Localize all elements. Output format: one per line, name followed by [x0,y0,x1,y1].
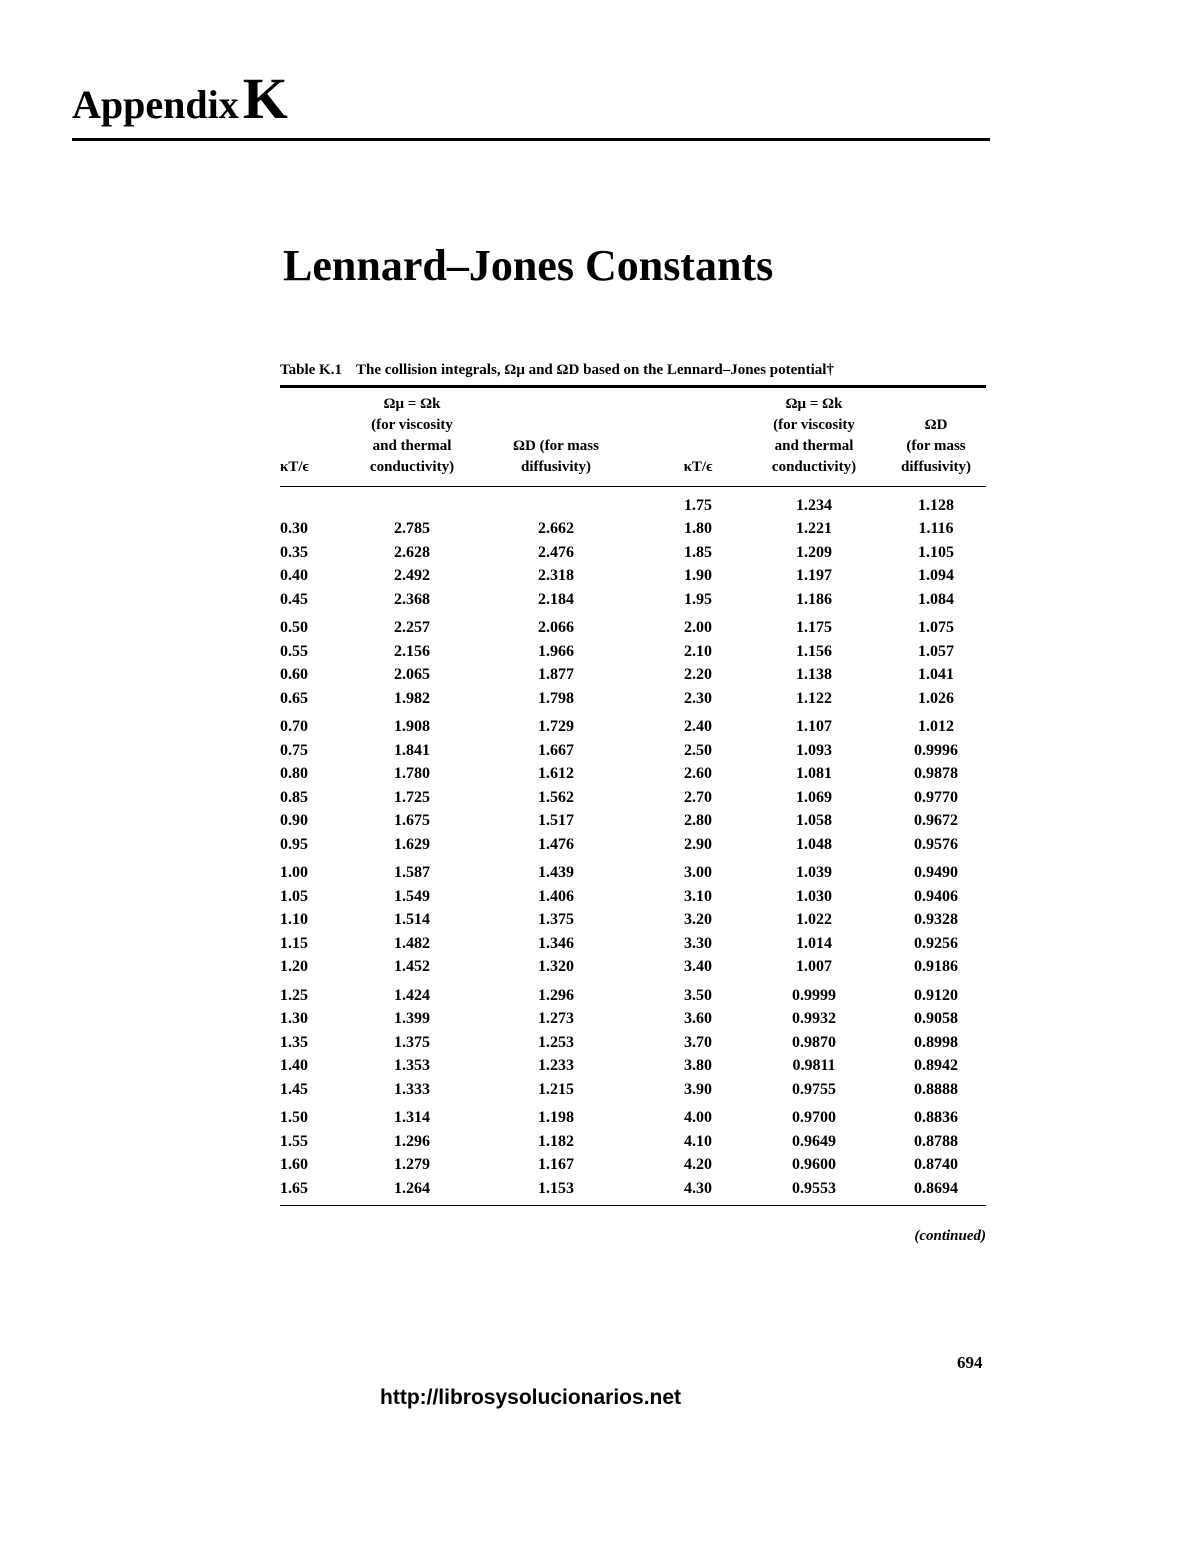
header-omega-d-2-line3: diffusivity) [900,459,971,475]
header-omega-mu-2 [742,387,886,487]
cell-kt-1: 0.95 [280,835,308,853]
cell-omega-mu-1: 1.982 [394,689,430,707]
cell-omega-d-1: 1.215 [538,1080,574,1098]
cell-omega-mu-2: 1.048 [796,835,832,853]
cell-omega-d-1: 1.517 [538,812,574,830]
cell-omega-d-1: 2.662 [538,520,574,538]
cell-omega-d-1: 2.184 [538,590,574,608]
cell-kt-1: 1.15 [280,934,308,952]
cell-omega-d-1: 1.320 [538,958,574,976]
cell-kt-1 [280,487,366,518]
cell-kt-1: 1.55 [280,1132,308,1150]
header-omega-d-1 [458,387,654,487]
header-omega-d-2-line1: ΩD [924,417,948,433]
cell-kt-1: 1.65 [280,1179,308,1197]
cell-kt-1: 1.25 [280,986,308,1004]
cell-omega-d-1: 1.729 [538,718,574,736]
cell-omega-mu-2: 0.9999 [792,986,836,1004]
cell-kt-2: 3.60 [684,1010,712,1028]
heading-rule [72,138,990,141]
cell-omega-d-1 [458,487,654,518]
cell-omega-mu-2: 1.107 [796,718,832,736]
cell-kt-1: 1.00 [280,864,308,882]
table-caption [280,362,834,379]
header-omega-d-1-line1: ΩD (for mass [513,438,599,454]
cell-omega-mu-1: 1.675 [394,812,430,830]
cell-kt-2: 3.40 [684,958,712,976]
cell-omega-mu-1: 1.353 [394,1057,430,1075]
cell-omega-mu-2: 1.138 [796,666,832,684]
cell-kt-1: 1.10 [280,911,308,929]
cell-omega-mu-2: 0.9649 [792,1132,836,1150]
cell-omega-mu-1: 1.399 [394,1010,430,1028]
cell-kt-2: 1.95 [684,590,712,608]
cell-kt-2: 3.20 [684,911,712,929]
page-number: 694 [957,1353,983,1372]
cell-omega-d-1: 1.167 [538,1156,574,1174]
cell-kt-1: 0.50 [280,619,308,637]
cell-kt-2: 4.10 [684,1132,712,1150]
table-row [280,956,986,980]
cell-kt-1: 1.45 [280,1080,308,1098]
table-body [280,487,986,1206]
cell-kt-2: 2.90 [684,835,712,853]
cell-omega-mu-1: 1.482 [394,934,430,952]
cell-kt-2: 4.20 [684,1156,712,1174]
table-row [280,909,986,933]
cell-kt-2: 3.30 [684,934,712,952]
cell-omega-mu-2: 1.058 [796,812,832,830]
cell-omega-d-1: 1.798 [538,689,574,707]
cell-omega-d-1: 1.476 [538,835,574,853]
cell-omega-d-1: 1.877 [538,666,574,684]
cell-omega-mu-1: 1.424 [394,986,430,1004]
header-omega-mu-1-line1: Ωμ = Ωk [383,396,441,412]
cell-omega-mu-2: 1.039 [796,864,832,882]
cell-kt-2: 3.80 [684,1057,712,1075]
header-omega-d-2-line2: (for mass [906,438,966,454]
cell-omega-mu-1: 1.841 [394,741,430,759]
cell-omega-mu-2: 1.221 [796,520,832,538]
table-row [280,885,986,909]
table-header-row [280,387,986,487]
table-row [280,541,986,565]
cell-omega-d-1: 1.253 [538,1033,574,1051]
table-row [280,1130,986,1154]
cell-kt-2: 2.10 [684,642,712,660]
header-omega-d-2 [886,387,986,487]
cell-omega-d-1: 1.612 [538,765,574,783]
table-row [280,1177,986,1205]
cell-omega-mu-2: 1.234 [796,496,832,514]
cell-omega-mu-1: 1.514 [394,911,430,929]
cell-kt-2: 2.80 [684,812,712,830]
table-caption-text: The collision integrals, Ωμ and ΩD based on the Lennard–Jones potential† [355,362,834,378]
cell-omega-mu-1: 2.156 [394,642,430,660]
cell-omega-mu-1: 1.629 [394,835,430,853]
table-row [280,857,986,886]
cell-omega-mu-1: 2.785 [394,520,430,538]
table-row [280,763,986,787]
header-kt-1: κT/ϵ [280,459,309,475]
cell-kt-1: 0.65 [280,689,308,707]
cell-omega-mu-2: 1.069 [796,788,832,806]
cell-kt-2: 1.80 [684,520,712,538]
header-kt-2: κT/ϵ [683,459,713,475]
cell-kt-1: 1.20 [280,958,308,976]
cell-kt-2: 3.10 [684,887,712,905]
cell-omega-mu-1: 1.452 [394,958,430,976]
cell-kt-2: 2.60 [684,765,712,783]
cell-omega-mu-2: 1.030 [796,887,832,905]
cell-omega-d-2: 0.9770 [914,788,958,806]
collision-integral-table [280,385,986,1206]
cell-omega-d-2: 0.9058 [914,1010,958,1028]
cell-kt-1: 1.50 [280,1109,308,1127]
cell-omega-mu-2: 1.156 [796,642,832,660]
cell-kt-1: 0.85 [280,788,308,806]
cell-omega-d-2: 0.8942 [914,1057,958,1075]
cell-omega-d-1: 2.066 [538,619,574,637]
cell-omega-mu-2: 0.9755 [792,1080,836,1098]
source-url: http://librosysolucionarios.net [380,1386,682,1409]
cell-omega-mu-2: 1.093 [796,741,832,759]
table-row [280,810,986,834]
cell-omega-d-2: 0.8788 [914,1132,958,1150]
cell-omega-d-1: 1.375 [538,911,574,929]
cell-kt-2: 3.00 [684,864,712,882]
cell-omega-d-2: 0.8740 [914,1156,958,1174]
cell-omega-mu-2: 1.197 [796,567,832,585]
cell-kt-1: 0.70 [280,718,308,736]
cell-omega-d-2: 0.8836 [914,1109,958,1127]
cell-kt-2: 2.00 [684,619,712,637]
cell-omega-d-2: 0.9120 [914,986,958,1004]
cell-omega-mu-1: 2.368 [394,590,430,608]
cell-omega-mu-1: 1.296 [394,1132,430,1150]
cell-omega-d-1: 1.273 [538,1010,574,1028]
cell-omega-d-1: 1.406 [538,887,574,905]
table-row [280,1031,986,1055]
cell-omega-mu-2: 1.122 [796,689,832,707]
cell-kt-1: 0.45 [280,590,308,608]
cell-omega-d-2: 1.105 [918,543,954,561]
table-row [280,833,986,857]
table-row [280,1078,986,1102]
cell-omega-d-2: 0.9406 [914,887,958,905]
cell-kt-1: 1.40 [280,1057,308,1075]
cell-kt-1: 0.55 [280,642,308,660]
table-row [280,1008,986,1032]
cell-omega-mu-1: 1.908 [394,718,430,736]
cell-omega-mu-1: 1.375 [394,1033,430,1051]
cell-omega-d-2: 1.057 [918,642,954,660]
cell-omega-mu-2: 1.209 [796,543,832,561]
table-row [280,518,986,542]
cell-kt-1: 0.80 [280,765,308,783]
cell-omega-d-1: 1.296 [538,986,574,1004]
table-row [280,932,986,956]
cell-kt-1: 1.30 [280,1010,308,1028]
cell-kt-2: 4.30 [684,1179,712,1197]
cell-kt-2: 3.90 [684,1080,712,1098]
cell-kt-1: 0.60 [280,666,308,684]
cell-omega-d-1: 1.667 [538,741,574,759]
cell-omega-d-2: 0.9996 [914,741,958,759]
cell-omega-mu-1: 1.314 [394,1109,430,1127]
cell-kt-2: 2.50 [684,741,712,759]
cell-omega-d-1: 2.318 [538,567,574,585]
table-row [280,1154,986,1178]
cell-omega-d-2: 0.8694 [914,1179,958,1197]
table-row [280,711,986,740]
cell-omega-mu-1: 1.264 [394,1179,430,1197]
cell-omega-d-1: 1.233 [538,1057,574,1075]
cell-omega-d-2: 0.8998 [914,1033,958,1051]
cell-kt-1: 0.30 [280,520,308,538]
header-omega-mu-2-line1: Ωμ = Ωk [785,396,843,412]
cell-omega-mu-2: 0.9870 [792,1033,836,1051]
cell-omega-mu-1: 2.257 [394,619,430,637]
cell-kt-2: 3.50 [684,986,712,1004]
header-omega-mu-1 [366,387,458,487]
cell-kt-1: 0.75 [280,741,308,759]
cell-omega-d-2: 0.9328 [914,911,958,929]
cell-omega-d-2: 0.8888 [914,1080,958,1098]
cell-omega-d-1: 1.562 [538,788,574,806]
cell-kt-1: 1.05 [280,887,308,905]
cell-omega-d-2: 1.084 [918,590,954,608]
cell-omega-mu-1: 1.279 [394,1156,430,1174]
cell-omega-mu-1 [366,487,458,518]
cell-kt-2: 3.70 [684,1033,712,1051]
appendix-heading [72,66,288,131]
cell-omega-d-2: 1.026 [918,689,954,707]
table-row [280,687,986,711]
cell-omega-mu-2: 0.9600 [792,1156,836,1174]
cell-omega-mu-1: 1.780 [394,765,430,783]
cell-omega-d-1: 1.346 [538,934,574,952]
cell-omega-d-1: 2.476 [538,543,574,561]
cell-omega-mu-1: 2.628 [394,543,430,561]
header-omega-mu-2-line3: and thermal [774,438,854,454]
table-row [280,588,986,612]
cell-kt-1: 0.40 [280,567,308,585]
table-row [280,612,986,641]
cell-kt-1: 1.35 [280,1033,308,1051]
cell-omega-d-2: 1.075 [918,619,954,637]
cell-omega-mu-2: 0.9932 [792,1010,836,1028]
cell-omega-d-1: 1.153 [538,1179,574,1197]
table-row [280,1102,986,1131]
table-row [280,1055,986,1079]
cell-omega-mu-1: 1.587 [394,864,430,882]
cell-omega-d-2: 0.9878 [914,765,958,783]
header-omega-mu-2-line2: (for viscosity [773,417,855,433]
cell-omega-d-1: 1.182 [538,1132,574,1150]
cell-kt-1: 1.60 [280,1156,308,1174]
header-omega-mu-1-line2: (for viscosity [371,417,453,433]
page-title: Lennard–Jones Constants [283,241,774,290]
cell-omega-mu-2: 0.9811 [792,1057,836,1075]
cell-omega-mu-1: 1.549 [394,887,430,905]
cell-omega-mu-1: 1.725 [394,788,430,806]
cell-omega-mu-1: 2.492 [394,567,430,585]
header-omega-d-1-line2: diffusivity) [520,459,591,475]
appendix-letter: K [242,66,288,131]
cell-omega-mu-1: 1.333 [394,1080,430,1098]
cell-omega-mu-2: 1.175 [796,619,832,637]
cell-kt-2: 2.70 [684,788,712,806]
cell-kt-1: 0.35 [280,543,308,561]
cell-omega-d-2: 0.9672 [914,812,958,830]
table-row [280,979,986,1008]
cell-omega-mu-2: 0.9700 [792,1109,836,1127]
cell-omega-mu-2: 1.007 [796,958,832,976]
cell-kt-2: 1.75 [684,496,712,514]
cell-omega-d-2: 1.012 [918,718,954,736]
cell-omega-mu-1: 2.065 [394,666,430,684]
table-row [280,640,986,664]
cell-omega-mu-2: 1.186 [796,590,832,608]
cell-omega-mu-2: 1.022 [796,911,832,929]
cell-omega-d-1: 1.198 [538,1109,574,1127]
table-row [280,565,986,589]
table-row [280,786,986,810]
continued-note: (continued) [914,1228,986,1244]
table-row [280,487,986,518]
table-row [280,664,986,688]
cell-omega-d-2: 1.041 [918,666,954,684]
cell-omega-d-2: 1.094 [918,567,954,585]
cell-kt-2: 1.90 [684,567,712,585]
header-omega-mu-1-line4: conductivity) [369,459,455,475]
cell-omega-d-1: 1.966 [538,642,574,660]
cell-omega-d-2: 0.9256 [914,934,958,952]
cell-omega-d-2: 1.128 [918,496,954,514]
cell-kt-2: 1.85 [684,543,712,561]
cell-kt-2: 2.30 [684,689,712,707]
appendix-word: Appendix [72,82,239,127]
cell-omega-mu-2: 0.9553 [792,1179,836,1197]
table-caption-label: Table K.1 [280,362,342,378]
cell-omega-d-2: 0.9186 [914,958,958,976]
cell-omega-d-2: 0.9490 [914,864,958,882]
cell-kt-2: 4.00 [684,1109,712,1127]
header-omega-mu-2-line4: conductivity) [771,459,857,475]
cell-omega-d-1: 1.439 [538,864,574,882]
cell-kt-2: 2.20 [684,666,712,684]
cell-kt-2: 2.40 [684,718,712,736]
header-omega-mu-1-line3: and thermal [372,438,452,454]
cell-omega-d-2: 1.116 [918,520,954,538]
cell-kt-1: 0.90 [280,812,308,830]
cell-omega-d-2: 0.9576 [914,835,958,853]
cell-omega-mu-2: 1.014 [796,934,832,952]
cell-omega-mu-2: 1.081 [796,765,832,783]
table-row [280,739,986,763]
